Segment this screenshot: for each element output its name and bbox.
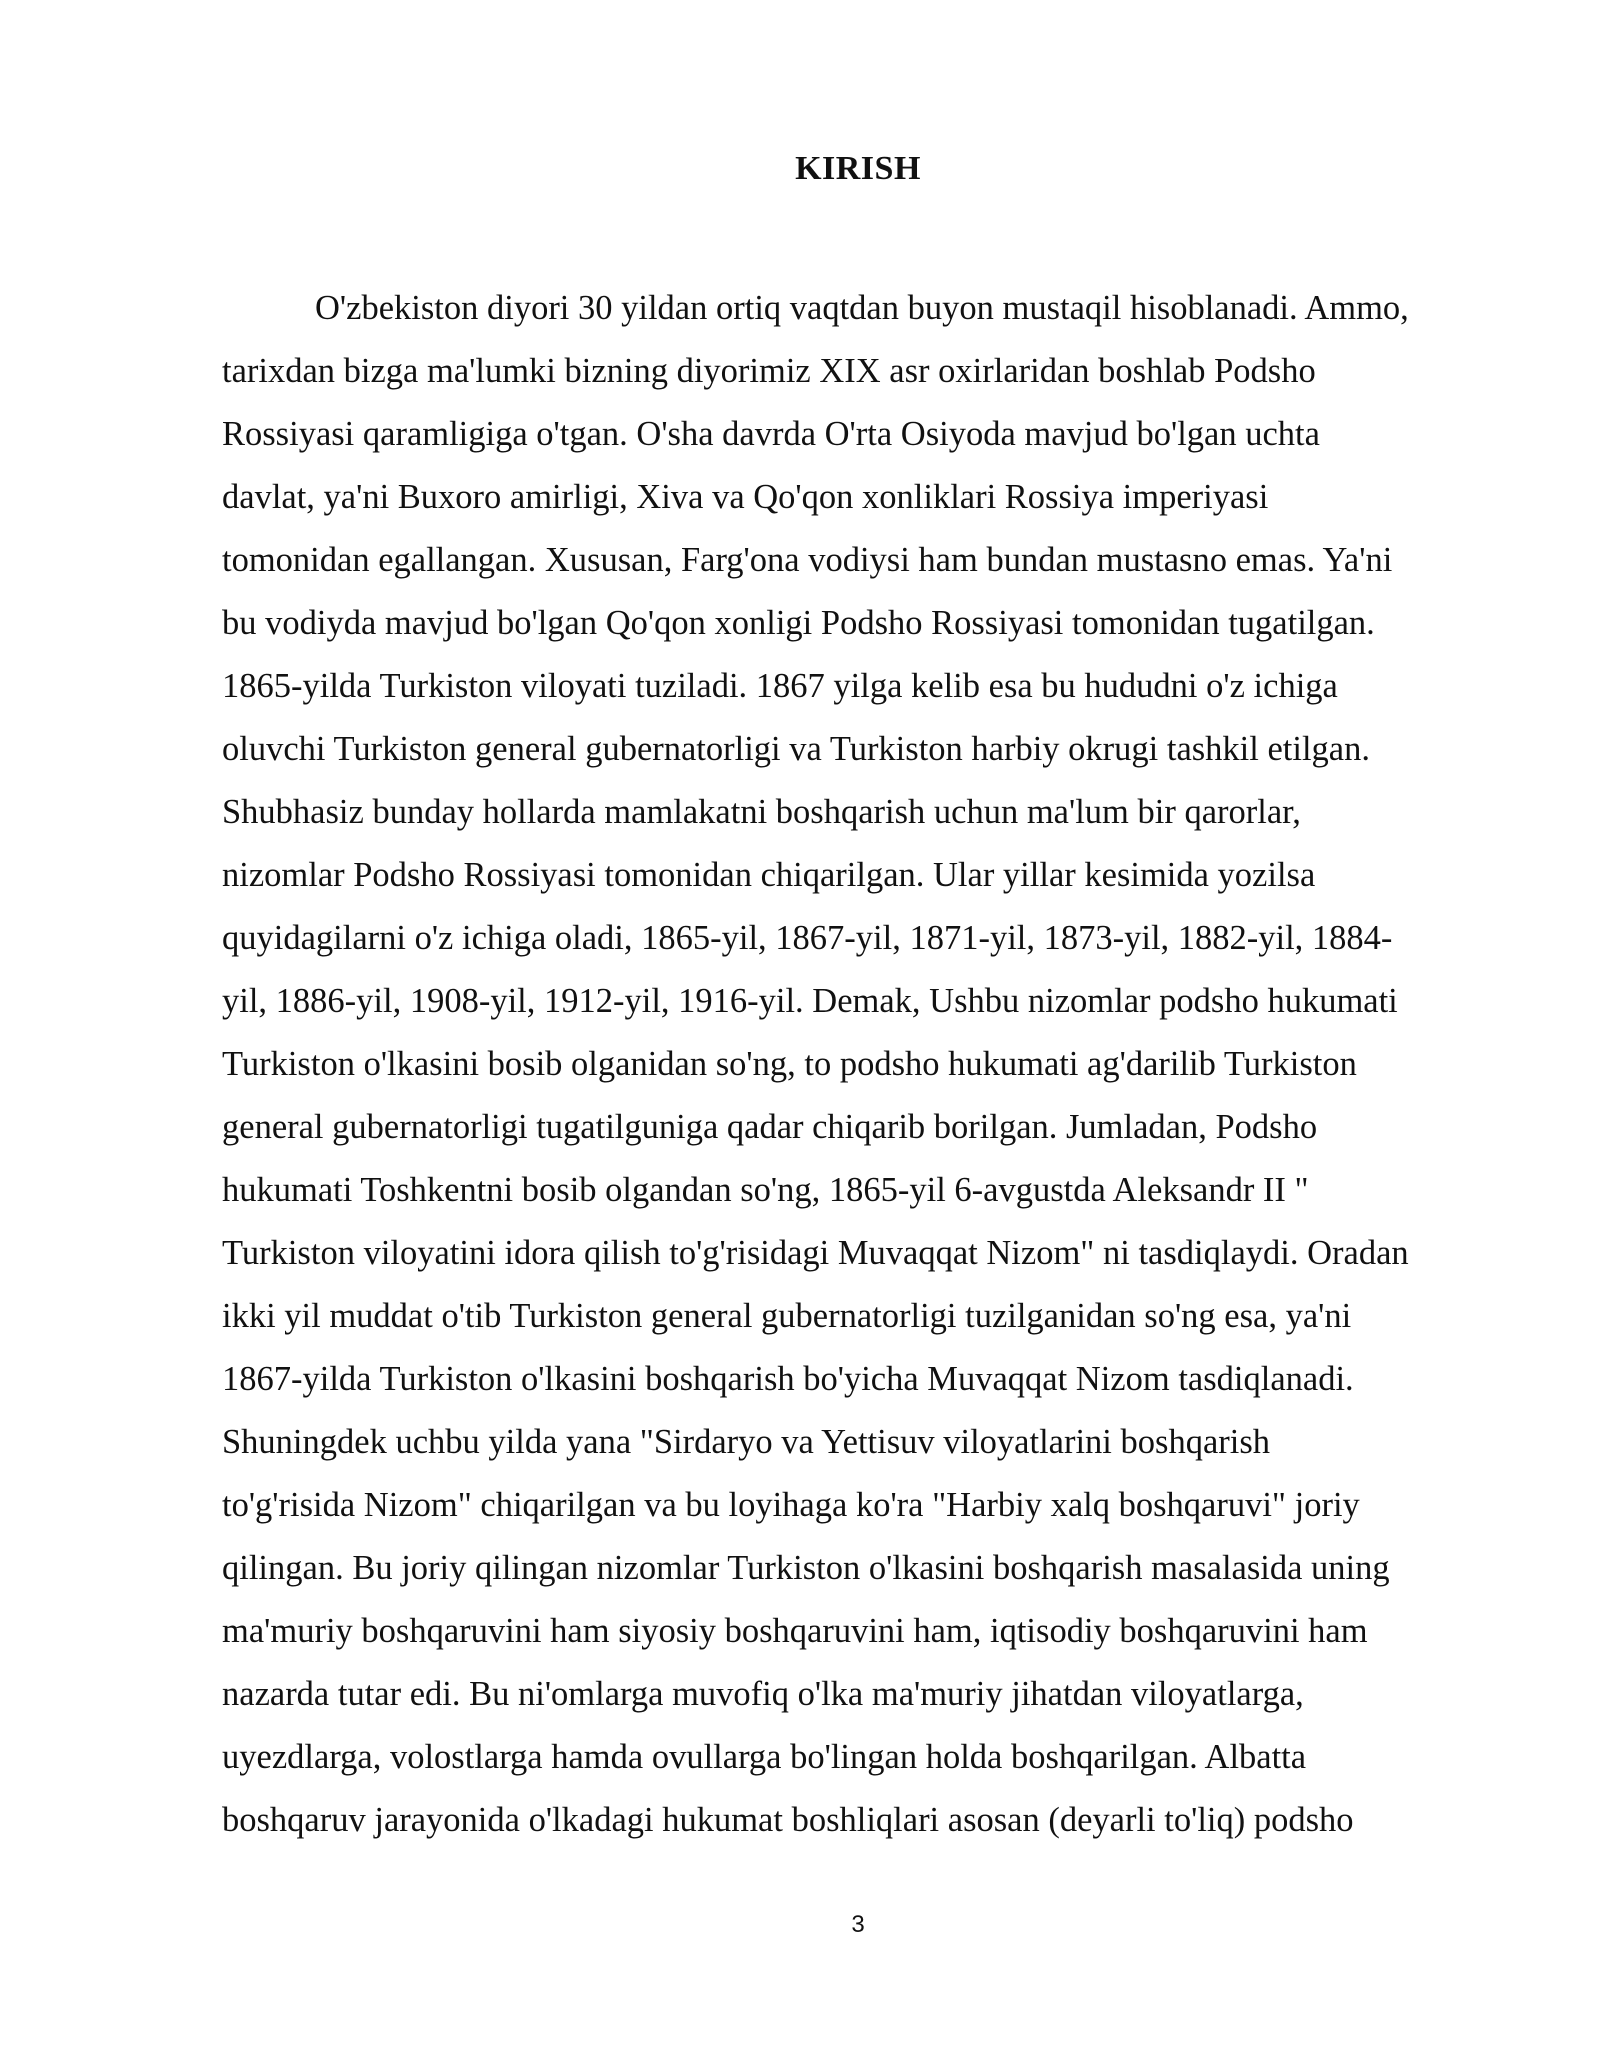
text-line: uyezdlarga, volostlarga hamda ovullarga bo'lingan holda boshqarilgan. Albatta (222, 1738, 1307, 1776)
text-line: boshqaruv jarayonida o'lkadagi hukumat boshliqlari asosan (deyarli to'liq) podsho (222, 1801, 1354, 1839)
text-line: hukumati Toshkentni bosib olgandan so'ng, 1865-yil 6-avgustda Aleksandr II " (222, 1171, 1309, 1209)
text-line: quyidagilarni o'z ichiga oladi, 1865-yil, 1867-yil, 1871-yil, 1873-yil, 1882-yil, 1884- (222, 919, 1393, 957)
text-line: Rossiyasi qaramligiga o'tgan. O'sha davrda O'rta Osiyoda mavjud bo'lgan uchta (222, 415, 1320, 453)
text-line: qilingan. Bu joriy qilingan nizomlar Turkiston o'lkasini boshqarish masalasida uning (222, 1549, 1390, 1587)
text-line: 1865-yilda Turkiston viloyati tuziladi. 1867 yilga kelib esa bu hududni o'z ichiga (222, 667, 1338, 705)
text-line: nizomlar Podsho Rossiyasi tomonidan chiqarilgan. Ular yillar kesimida yozilsa (222, 856, 1316, 894)
text-line: nazarda tutar edi. Bu ni'omlarga muvofiq o'lka ma'muriy jihatdan viloyatlarga, (222, 1675, 1304, 1713)
page-title: KIRISH (795, 150, 921, 187)
text-line: yil, 1886-yil, 1908-yil, 1912-yil, 1916-yil. Demak, Ushbu nizomlar podsho hukumati (222, 982, 1398, 1020)
text-line: 1867-yilda Turkiston o'lkasini boshqarish bo'yicha Muvaqqat Nizom tasdiqlanadi. (222, 1360, 1354, 1398)
text-line: tarixdan bizga ma'lumki bizning diyorimiz XIX asr oxirlaridan boshlab Podsho (222, 352, 1316, 390)
text-line: Turkiston o'lkasini bosib olganidan so'ng, to podsho hukumati ag'darilib Turkiston (222, 1045, 1357, 1083)
text-line: to'g'risida Nizom" chiqarilgan va bu loyihaga ko'ra "Harbiy xalq boshqaruvi" joriy (222, 1486, 1360, 1524)
body-paragraph (222, 277, 1490, 1852)
text-line: Shubhasiz bunday hollarda mamlakatni boshqarish uchun ma'lum bir qarorlar, (222, 793, 1301, 831)
text-line: bu vodiyda mavjud bo'lgan Qo'qon xonligi Podsho Rossiyasi tomonidan tugatilgan. (222, 604, 1375, 642)
text-line: tomonidan egallangan. Xususan, Farg'ona vodiysi ham bundan mustasno emas. Ya'ni (222, 541, 1393, 579)
text-line: general gubernatorligi tugatilguniga qadar chiqarib borilgan. Jumladan, Podsho (222, 1108, 1318, 1146)
text-line: O'zbekiston diyori 30 yildan ortiq vaqtdan buyon mustaqil hisoblanadi. Ammo, (315, 289, 1409, 327)
text-line: ikki yil muddat o'tib Turkiston general gubernatorligi tuzilganidan so'ng esa, ya'ni (222, 1297, 1352, 1335)
text-line: davlat, ya'ni Buxoro amirligi, Xiva va Qo'qon xonliklari Rossiya imperiyasi (222, 478, 1269, 516)
text-line: Turkiston viloyatini idora qilish to'g'risidagi Muvaqqat Nizom" ni tasdiqlaydi. Oradan (222, 1234, 1409, 1272)
text-line: Shuningdek uchbu yilda yana "Sirdaryo va Yettisuv viloyatlarini boshqarish (222, 1423, 1271, 1461)
text-line: ma'muriy boshqaruvini ham siyosiy boshqaruvini ham, iqtisodiy boshqaruvini ham (222, 1612, 1368, 1650)
text-line: oluvchi Turkiston general gubernatorligi va Turkiston harbiy okrugi tashkil etilgan. (222, 730, 1370, 768)
page-number: 3 (851, 1911, 865, 1938)
